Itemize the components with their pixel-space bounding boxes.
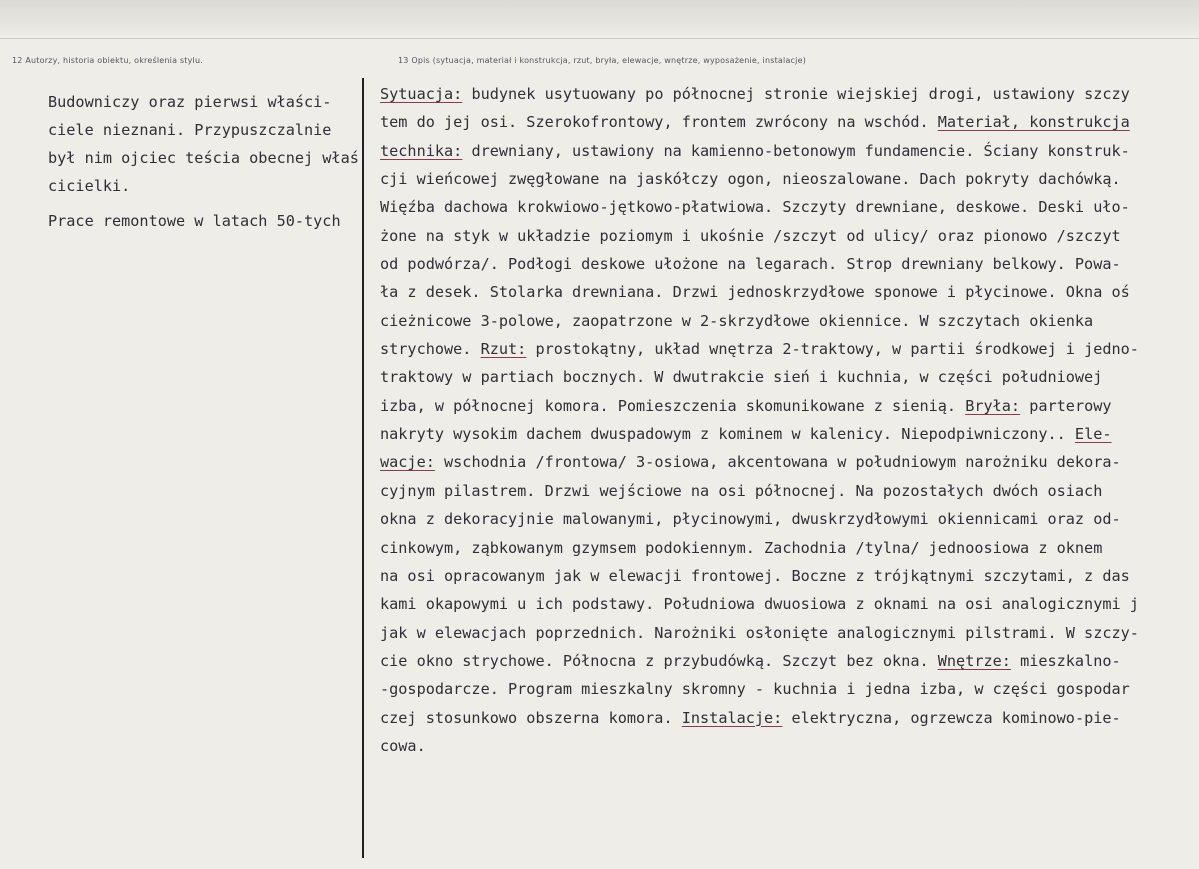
description-text-line (380, 222, 1195, 250)
description-text-line (380, 534, 1195, 562)
form-top-border (0, 38, 1199, 39)
description-text-line (380, 420, 1195, 448)
section-heading: Rzut: (480, 340, 527, 359)
description-text-line (380, 619, 1195, 647)
section-heading: Instalacje: (681, 708, 783, 727)
text-segment: kami okapowymi u ich podstawy. Południowa dwuosiowa z oknami na osi analogicznymi j (380, 595, 1139, 614)
right-column-header: 13 Opis (sytuacja, materiał i konstrukcja, rzut, bryła, elewacje, wnętrze, wyposażenie, instalacje) (398, 56, 807, 65)
text-segment: ła z desek. Stolarka drewniana. Drzwi jednoskrzydłowe sponowe i płycinowe. Okna oś (380, 283, 1130, 302)
text-segment: -gospodarcze. Program mieszkalny skromny - kuchnia i jedna izba, w części gospodar (380, 680, 1130, 699)
description-text-line (380, 704, 1195, 732)
description-text-line (380, 505, 1195, 533)
description-text-line (380, 108, 1195, 136)
left-text-line: Prace remontowe w latach 50-tych (48, 212, 341, 230)
section-heading: Materiał, konstrukcja (937, 113, 1130, 132)
description-text-line (380, 193, 1195, 221)
section-heading: Sytuacja: (380, 85, 463, 103)
authors-history-column (48, 88, 360, 235)
left-text-line: był nim ojciec teścia obecnej właś (48, 149, 359, 167)
text-segment: izba, w północnej komora. Pomieszczenia skomunikowane z sienią. (380, 396, 966, 415)
description-text-line (380, 647, 1195, 675)
text-segment: od podwórza/. Podłogi deskowe ułożone na legarach. Strop drewniany belkowy. Powa- (380, 255, 1121, 274)
description-text-line (380, 250, 1195, 278)
text-segment: żone na styk w układzie poziomym i ukośnie /szczyt od ulicy/ oraz pionowo /szczyt (380, 226, 1121, 245)
column-divider (362, 78, 364, 858)
description-text-line (380, 448, 1195, 476)
text-segment: okna z dekoracyjnie malowanymi, płycinowymi, dwuskrzydłowymi okiennicami oraz od- (380, 510, 1121, 529)
description-text-line (380, 335, 1195, 363)
text-segment: cinkowym, ząbkowanym gzymsem podokiennym. Zachodnia /tylna/ jednoosiowa z oknem (380, 538, 1103, 557)
section-heading: Ele- (1074, 425, 1112, 444)
text-segment: mieszkalno- (1010, 651, 1121, 670)
scan-top-edge (0, 0, 1199, 38)
text-segment: czej stosunkowo obszerna komora. (380, 708, 682, 727)
text-segment: strychowe. (380, 340, 481, 359)
description-text-line (380, 137, 1195, 165)
text-segment: prostokątny, układ wnętrza 2-traktowy, w partii środkowej i jedno- (526, 340, 1139, 359)
text-segment: nakryty wysokim dachem dwuspadowym z kominem w kalenicy. Niepodpiwniczony.. (380, 425, 1075, 444)
description-text-line (380, 590, 1195, 618)
description-text-line (380, 80, 1195, 108)
section-heading: technika: (380, 141, 463, 160)
text-segment: parterowy (1020, 396, 1112, 415)
section-heading: Wnętrze: (937, 651, 1011, 670)
description-text-line (380, 392, 1195, 420)
text-segment: cie okno strychowe. Północna z przybudówką. Szczyt bez okna. (380, 651, 938, 670)
description-text-line (380, 165, 1195, 193)
section-heading: wacje: (380, 453, 435, 472)
description-text-line (380, 477, 1195, 505)
text-segment: cieżnicowe 3-polowe, zaopatrzone w 2-skrzydłowe okiennice. W szczytach okienka (380, 311, 1094, 330)
left-text-line: cicielki. (48, 177, 131, 195)
text-segment: cyjnym pilastrem. Drzwi wejściowe na osi północnej. Na pozostałych dwóch osiach (380, 481, 1103, 500)
left-column-header: 12 Autorzy, historia obiektu, określenia stylu. (12, 56, 203, 65)
description-text-line (380, 675, 1195, 703)
text-segment: jak w elewacjach poprzednich. Narożniki osłonięte analogicznymi pilstrami. W szczy- (380, 623, 1139, 642)
text-segment: tem do jej osi. Szerokofrontowy, frontem zwrócony na wschód. (380, 113, 938, 132)
description-text-line (380, 562, 1195, 590)
text-segment: na osi opracowanym jak w elewacji frontowej. Boczne z trójkątnymi szczytami, z das (380, 566, 1130, 585)
text-segment: wschodnia /frontowa/ 3-osiowa, akcentowana w południowym narożniku dekora- (434, 453, 1121, 472)
description-column (380, 80, 1195, 760)
left-text-line: ciele nieznani. Przypuszczalnie (48, 121, 332, 139)
description-text-line (380, 307, 1195, 335)
text-segment: traktowy w partiach bocznych. W dwutrakcie sień i kuchnia, w części południowej (380, 368, 1103, 387)
description-text-line (380, 363, 1195, 391)
left-text-line: Budowniczy oraz pierwsi właści- (48, 93, 332, 111)
text-segment: cji wieńcowej zwęgłowane na jaskółczy ogon, nieoszalowane. Dach pokryty dachówką. (380, 170, 1121, 189)
text-segment: cowa. (380, 736, 426, 755)
text-segment: Więźba dachowa krokwiowo-jętkowo-płatwiowa. Szczyty drewniane, deskowe. Deski uło- (380, 198, 1130, 217)
description-text-line (380, 732, 1195, 760)
section-heading: Bryła: (965, 396, 1021, 415)
description-text-line (380, 278, 1195, 306)
text-segment: budynek usytuowany po północnej stronie wiejskiej drogi, ustawiony szczy (462, 85, 1130, 103)
text-segment: elektryczna, ogrzewcza kominowo-pie- (782, 708, 1121, 727)
text-segment: drewniany, ustawiony na kamienno-betonowym fundamencie. Ściany konstruk- (462, 141, 1130, 160)
